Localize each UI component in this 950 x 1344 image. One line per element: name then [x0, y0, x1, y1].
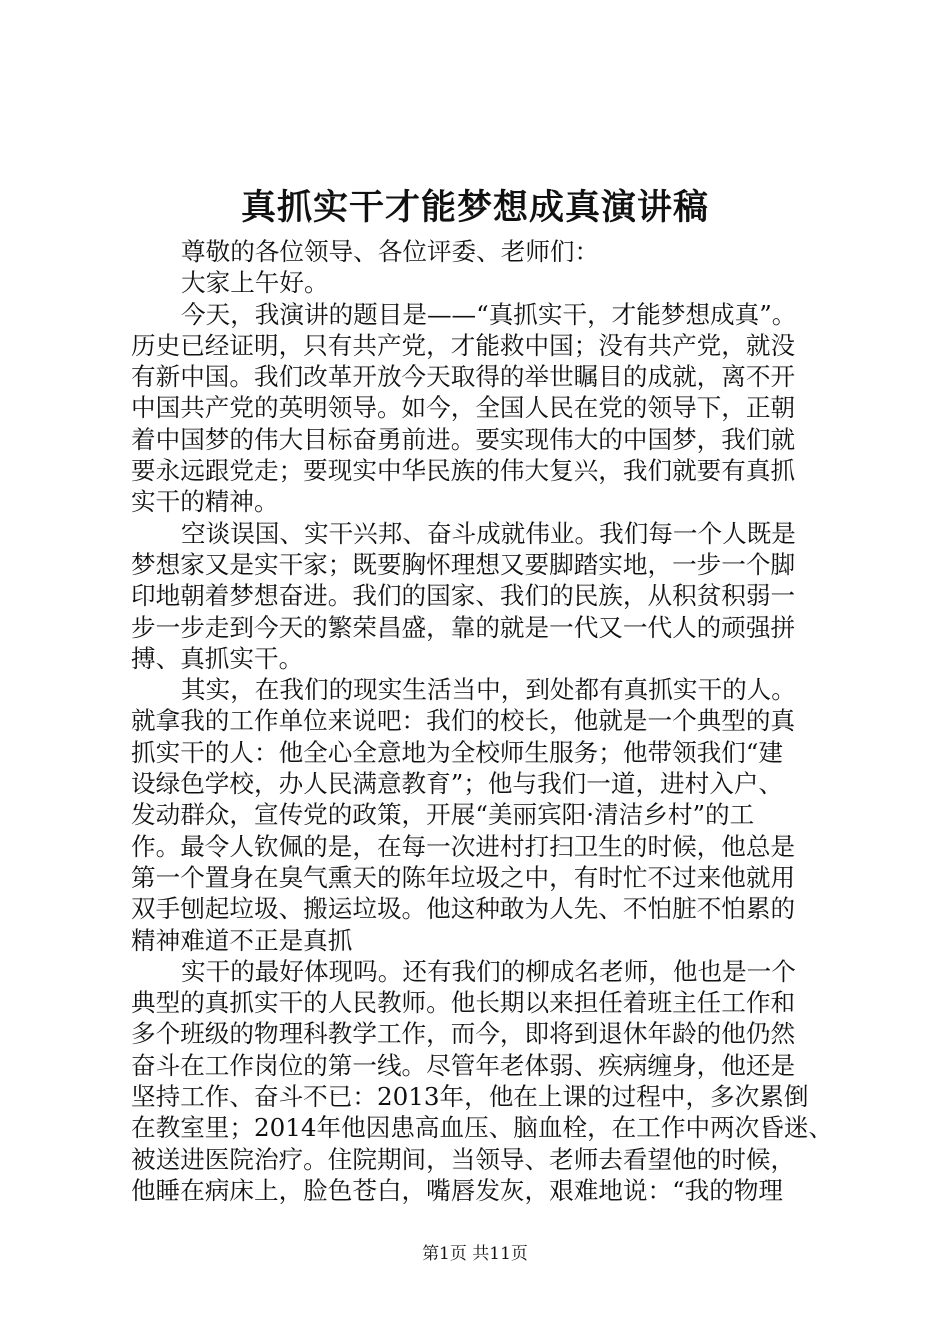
body-line: 精神难道不正是真抓 [131, 925, 353, 955]
body-line: 坚持工作、奋斗不已：2013年，他在上课的过程中，多次累倒 [131, 1082, 809, 1112]
body-line: 发动群众，宣传党的政策，开展“美丽宾阳·清洁乡村”的工 [131, 800, 755, 830]
body-line: 梦想家又是实干家；既要胸怀理想又要脚踏实地，一步一个脚 [131, 549, 796, 579]
body-line: 实干的最好体现吗。还有我们的柳成名老师，他也是一个 [181, 956, 796, 986]
document-title: 真抓实干才能梦想成真演讲稿 [240, 187, 709, 228]
body-line: 搏、真抓实干。 [131, 643, 304, 673]
page-number-footer: 第1页 共11页 [422, 1244, 528, 1264]
body-line: 第一个置身在臭气熏天的陈年垃圾之中，有时忙不过来他就用 [131, 862, 796, 892]
body-line: 历史已经证明，只有共产党，才能救中国；没有共产党，就没 [131, 330, 796, 360]
body-line: 中国共产党的英明领导。如今，全国人民在党的领导下，正朝 [131, 393, 796, 423]
body-line: 其实，在我们的现实生活当中，到处都有真抓实干的人。 [181, 675, 796, 705]
body-line: 作。最令人钦佩的是，在每一次进村打扫卫生的时候，他总是 [131, 831, 796, 861]
body-line: 他睡在病床上，脸色苍白，嘴唇发灰，艰难地说：“我的物理 [131, 1175, 784, 1205]
body-line: 在教室里；2014年他因患高血压、脑血栓，在工作中两次昏迷、 [131, 1113, 834, 1143]
body-line: 印地朝着梦想奋进。我们的国家、我们的民族，从积贫积弱一 [131, 581, 796, 611]
body-line: 今天，我演讲的题目是——“真抓实干，才能梦想成真”。 [181, 299, 797, 329]
body-line: 大家上午好。 [181, 268, 329, 298]
body-line: 多个班级的物理科教学工作，而今，即将到退休年龄的他仍然 [131, 1019, 796, 1049]
body-line: 就拿我的工作单位来说吧：我们的校长，他就是一个典型的真 [131, 706, 796, 736]
body-line: 空谈误国、实干兴邦、奋斗成就伟业。我们每一个人既是 [181, 518, 796, 548]
body-line: 双手刨起垃圾、搬运垃圾。他这种敢为人先、不怕脏不怕累的 [131, 894, 796, 924]
document-body [131, 236, 841, 1206]
body-line: 步一步走到今天的繁荣昌盛，靠的就是一代又一代人的顽强拼 [131, 612, 796, 642]
body-line: 尊敬的各位领导、各位评委、老师们： [181, 237, 600, 266]
body-line: 被送进医院治疗。住院期间，当领导、老师去看望他的时候， [131, 1144, 796, 1174]
body-line: 典型的真抓实干的人民教师。他长期以来担任着班主任工作和 [131, 988, 796, 1018]
body-line: 要永远跟党走；要现实中华民族的伟大复兴，我们就要有真抓 [131, 456, 796, 486]
body-line: 实干的精神。 [131, 487, 279, 517]
body-line: 抓实干的人：他全心全意地为全校师生服务；他带领我们“建 [131, 737, 784, 767]
body-line: 有新中国。我们改革开放今天取得的举世瞩目的成就，离不开 [131, 362, 796, 392]
body-line: 着中国梦的伟大目标奋勇前进。要实现伟大的中国梦，我们就 [131, 424, 796, 454]
body-line: 奋斗在工作岗位的第一线。尽管年老体弱、疾病缠身，他还是 [131, 1050, 796, 1080]
body-line: 设绿色学校，办人民满意教育”；他与我们一道，进村入户、 [131, 769, 784, 799]
